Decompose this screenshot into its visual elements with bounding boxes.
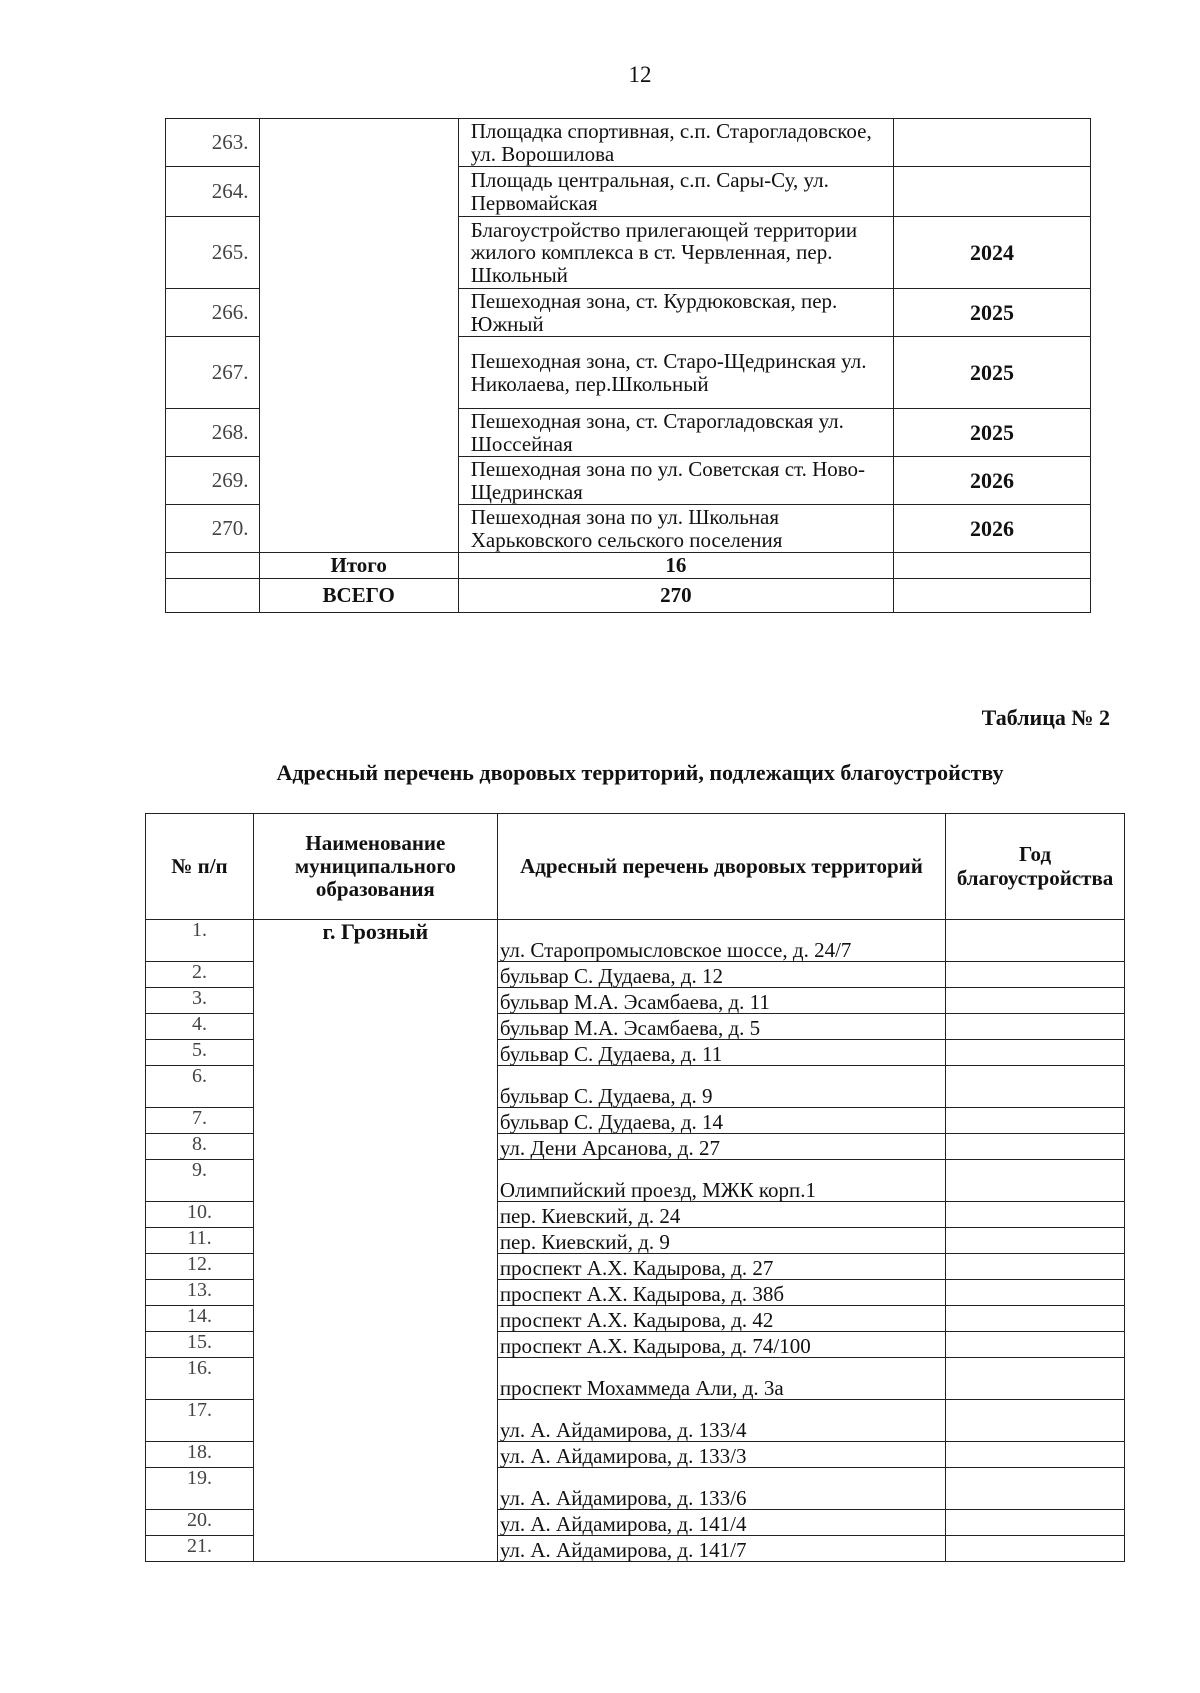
municipality-name: г. Грозный: [253, 920, 497, 1562]
object-address: Пешеходная зона по ул. Школьная Харьковского сельского поселения: [458, 505, 893, 553]
header-address: Адресный перечень дворовых территорий: [497, 814, 945, 920]
row-number: 5.: [146, 1040, 254, 1066]
improvement-year: [946, 1280, 1125, 1306]
row-number: 13.: [146, 1280, 254, 1306]
improvement-year: [946, 1536, 1125, 1562]
object-year: 2026: [893, 505, 1090, 553]
courtyard-address: бульвар С. Дудаева, д. 12: [497, 962, 945, 988]
courtyard-address: Олимпийский проезд, МЖК корп.1: [497, 1160, 945, 1202]
row-number: 18.: [146, 1442, 254, 1468]
courtyard-address: ул. А. Айдамирова, д. 141/7: [497, 1536, 945, 1562]
improvement-year: [946, 1108, 1125, 1134]
table-row: [166, 119, 1091, 167]
row-number: 20.: [146, 1510, 254, 1536]
row-number: 21.: [146, 1536, 254, 1562]
courtyard-address: ул. А. Айдамирова, д. 133/3: [497, 1442, 945, 1468]
courtyard-address: бульвар С. Дудаева, д. 14: [497, 1108, 945, 1134]
object-address: Пешеходная зона по ул. Советская ст. Ново-Щедринская: [458, 457, 893, 505]
object-year: 2025: [893, 337, 1090, 409]
object-address: Благоустройство прилегающей территории жилого комплекса в ст. Червленная, пер. Школьный: [458, 217, 893, 289]
empty-cell: [893, 553, 1090, 579]
total-row: [166, 579, 1091, 613]
object-year: [893, 167, 1090, 217]
empty-cell: [893, 579, 1090, 613]
header-num: № п/п: [146, 814, 254, 920]
courtyard-address: ул. А. Айдамирова, д. 133/6: [497, 1468, 945, 1510]
improvement-year: [946, 1134, 1125, 1160]
row-number: 17.: [146, 1400, 254, 1442]
courtyard-address: бульвар М.А. Эсамбаева, д. 5: [497, 1014, 945, 1040]
row-number: 11.: [146, 1228, 254, 1254]
subtotal-row-value: 16: [458, 553, 893, 579]
table2-title: Адресный перечень дворовых территорий, подлежащих благоустройству: [276, 760, 1004, 785]
courtyard-address: проспект Мохаммеда Али, д. 3а: [497, 1358, 945, 1400]
object-address: Площадь центральная, с.п. Сары-Су, ул. Первомайская: [458, 167, 893, 217]
total-row-label: ВСЕГО: [259, 579, 458, 613]
empty-cell: [166, 579, 260, 613]
improvement-year: [946, 1040, 1125, 1066]
row-number: 267.: [166, 337, 260, 409]
row-number: 2.: [146, 962, 254, 988]
row-number: 270.: [166, 505, 260, 553]
courtyard-address: бульвар С. Дудаева, д. 11: [497, 1040, 945, 1066]
improvement-year: [946, 1066, 1125, 1108]
total-row-value: 270: [458, 579, 893, 613]
subtotal-row-label: Итого: [259, 553, 458, 579]
header-year: Год благоустройства: [946, 814, 1125, 920]
improvement-year: [946, 1254, 1125, 1280]
object-address: Площадка спортивная, с.п. Старогладовское, ул. Ворошилова: [458, 119, 893, 167]
row-number: 3.: [146, 988, 254, 1014]
courtyard-address: проспект А.Х. Кадырова, д. 38б: [497, 1280, 945, 1306]
courtyard-address: пер. Киевский, д. 9: [497, 1228, 945, 1254]
improvement-year: [946, 1358, 1125, 1400]
improvement-year: [946, 920, 1125, 962]
object-address: Пешеходная зона, ст. Курдюковская, пер. Южный: [458, 289, 893, 337]
header-municipality: Наименование муниципального образования: [253, 814, 497, 920]
improvement-year: [946, 1228, 1125, 1254]
courtyard-address: ул. Старопромысловское шоссе, д. 24/7: [497, 920, 945, 962]
row-number: 8.: [146, 1134, 254, 1160]
improvement-year: [946, 1202, 1125, 1228]
table-row: [146, 920, 1125, 962]
courtyard-address: ул. А. Айдамирова, д. 133/4: [497, 1400, 945, 1442]
facilities-table-continued: [165, 118, 1091, 613]
object-address: Пешеходная зона, ст. Старо-Щедринская ул. Николаева, пер.Школьный: [458, 337, 893, 409]
improvement-year: [946, 1332, 1125, 1358]
row-number: 268.: [166, 409, 260, 457]
courtyard-address: проспект А.Х. Кадырова, д. 27: [497, 1254, 945, 1280]
improvement-year: [946, 1510, 1125, 1536]
row-number: 9.: [146, 1160, 254, 1202]
row-number: 12.: [146, 1254, 254, 1280]
improvement-year: [946, 1468, 1125, 1510]
improvement-year: [946, 1400, 1125, 1442]
improvement-year: [946, 1160, 1125, 1202]
municipality-cell: [259, 119, 458, 553]
courtyard-address: ул. А. Айдамирова, д. 141/4: [497, 1510, 945, 1536]
courtyard-address: бульвар С. Дудаева, д. 9: [497, 1066, 945, 1108]
courtyard-address: проспект А.Х. Кадырова, д. 74/100: [497, 1332, 945, 1358]
page-number: 12: [628, 62, 652, 87]
object-year: 2024: [893, 217, 1090, 289]
improvement-year: [946, 962, 1125, 988]
row-number: 269.: [166, 457, 260, 505]
improvement-year: [946, 1014, 1125, 1040]
courtyard-address: бульвар М.А. Эсамбаева, д. 11: [497, 988, 945, 1014]
row-number: 4.: [146, 1014, 254, 1040]
table2-caption: Таблица № 2: [981, 705, 1110, 730]
courtyard-address: проспект А.Х. Кадырова, д. 42: [497, 1306, 945, 1332]
row-number: 265.: [166, 217, 260, 289]
row-number: 7.: [146, 1108, 254, 1134]
courtyard-address-table: [145, 813, 1125, 1562]
improvement-year: [946, 988, 1125, 1014]
row-number: 263.: [166, 119, 260, 167]
row-number: 1.: [146, 920, 254, 962]
object-year: [893, 119, 1090, 167]
row-number: 15.: [146, 1332, 254, 1358]
improvement-year: [946, 1306, 1125, 1332]
row-number: 19.: [146, 1468, 254, 1510]
courtyard-address: ул. Дени Арсанова, д. 27: [497, 1134, 945, 1160]
object-year: 2025: [893, 289, 1090, 337]
row-number: 16.: [146, 1358, 254, 1400]
subtotal-row: [166, 553, 1091, 579]
courtyard-address: пер. Киевский, д. 24: [497, 1202, 945, 1228]
object-address: Пешеходная зона, ст. Старогладовская ул. Шоссейная: [458, 409, 893, 457]
row-number: 266.: [166, 289, 260, 337]
object-year: 2026: [893, 457, 1090, 505]
empty-cell: [166, 553, 260, 579]
object-year: 2025: [893, 409, 1090, 457]
row-number: 10.: [146, 1202, 254, 1228]
row-number: 14.: [146, 1306, 254, 1332]
improvement-year: [946, 1442, 1125, 1468]
row-number: 264.: [166, 167, 260, 217]
row-number: 6.: [146, 1066, 254, 1108]
table2-header-row: [146, 814, 1125, 920]
